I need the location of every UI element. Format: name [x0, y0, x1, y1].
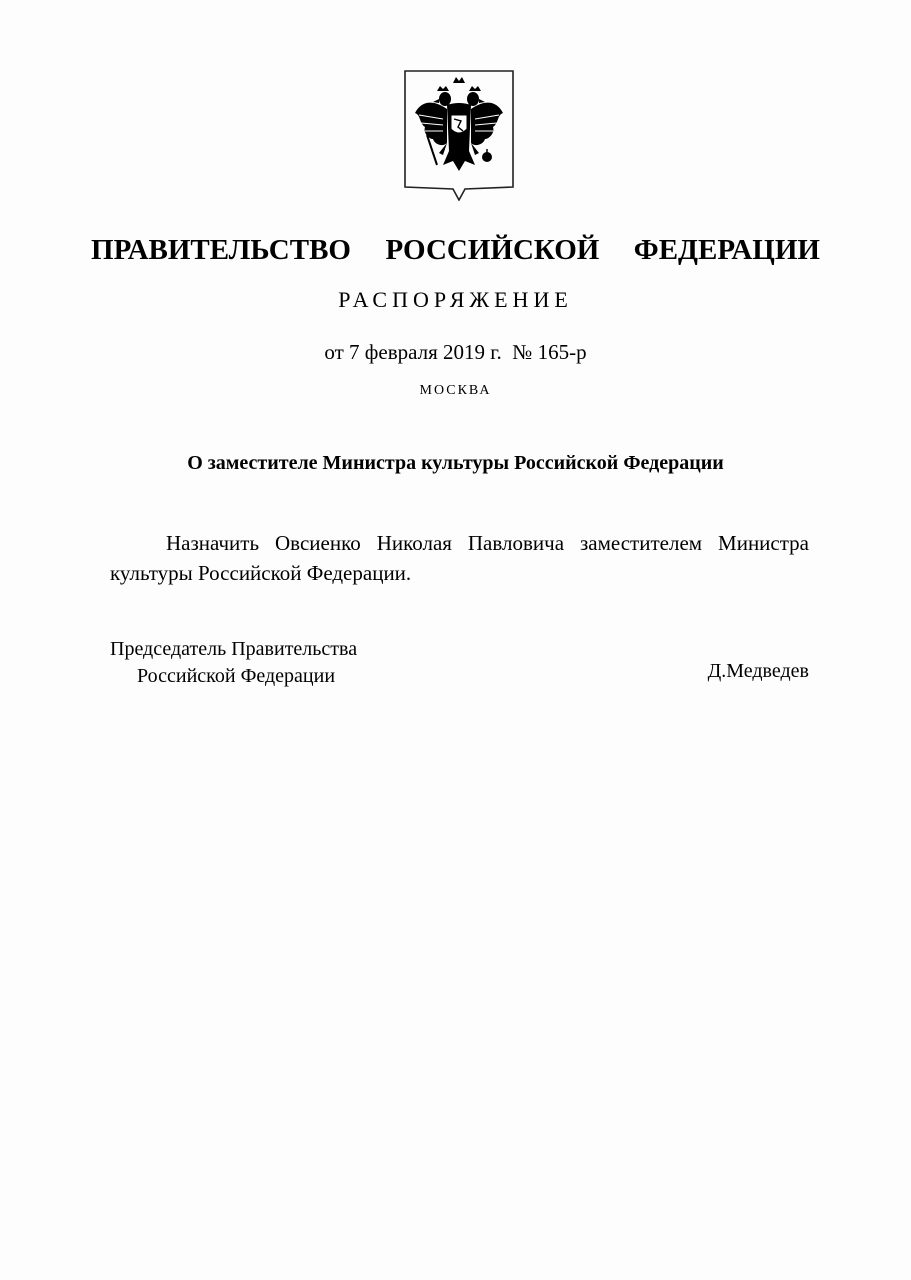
signatory-title [110, 636, 357, 690]
signatory-title-line2: Российской Федерации [137, 665, 336, 687]
signatory-title-line1: Председатель Правительства [110, 638, 358, 660]
government-title: ПРАВИТЕЛЬСТВО РОССИЙСКОЙ ФЕДЕРАЦИИ [91, 234, 820, 266]
document-date-number: от 7 февраля 2019 г. № 165-р [324, 340, 587, 364]
signatory-name: Д.Медведев [707, 660, 809, 682]
document-body: Назначить Овсиенко Николая Павловича заместителем Министра культуры Российской Федерации. [110, 531, 809, 585]
document-city: МОСКВА [419, 383, 492, 398]
coat-of-arms-icon [403, 69, 515, 201]
document-subject: О заместителе Министра культуры Российской Федерации [187, 452, 724, 474]
document-type: РАСПОРЯЖЕНИЕ [338, 287, 573, 312]
